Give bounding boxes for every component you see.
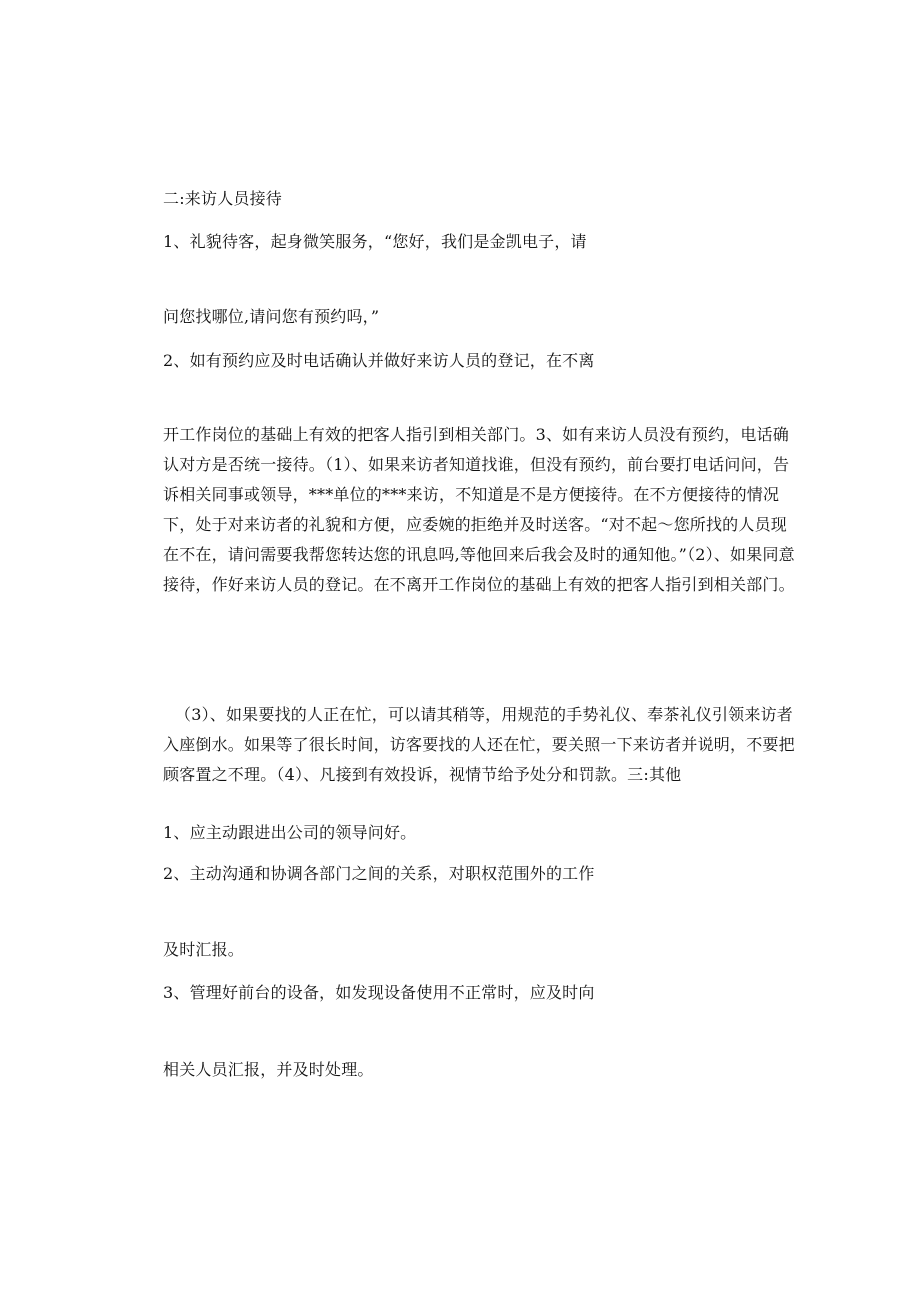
- main-paragraph: [163, 420, 795, 600]
- item-1-line-1: 1、礼貌待客，起身微笑服务，“您好，我们是金凯电子，请: [163, 232, 587, 251]
- item-2-line-1: 2、如有预约应及时电话确认并做好来访人员的登记，在不离: [163, 351, 595, 370]
- paragraph-item-3: [163, 700, 795, 790]
- main-paragraph-text: 开工作岗位的基础上有效的把客人指引到相关部门。3、如有来访人员没有预约，电话确认对方是否统一接待。（1）、如果来访者知道找谁，但没有预约，前台要打电话问问，告诉相关同事或领导，***单位的***来访，不知道是不是方便接待。在不方便接待的情况下，处于对来访者的礼貌和方便，应委婉的拒绝并及时送客。“对不起～您所找的人员现在不在，请问需要我帮您转达您的讯息吗,等他回来后我会及时的通知他。”（2）、如果同意接待，作好来访人员的登记。在不离开工作岗位的基础上有效的把客人指引到相关部门。: [163, 425, 795, 594]
- item-1-line-2: 问您找哪位,请问您有预约吗，”: [163, 307, 380, 326]
- other-item-2-line-2: 及时汇报。: [163, 940, 245, 959]
- other-item-2-line-1: 2、主动沟通和协调各部门之间的关系，对职权范围外的工作: [163, 864, 595, 883]
- paragraph-item-3-text: （3）、如果要找的人正在忙，可以请其稍等，用规范的手势礼仪、奉茶礼仪引领来访者入座倒水。如果等了很长时间，访客要找的人还在忙，要关照一下来访者并说明，不要把顾客置之不理。（4）、凡接到有效投诉，视情节给予处分和罚款。三:其他: [163, 705, 795, 784]
- other-item-3-line-1: 3、管理好前台的设备，如发现设备使用不正常时，应及时向: [163, 983, 595, 1002]
- other-item-1: 1、应主动跟进出公司的领导问好。: [163, 823, 417, 842]
- other-item-3-line-2: 相关人员汇报，并及时处理。: [163, 1060, 374, 1079]
- section-heading-visitor-reception: 二:来访人员接待: [163, 189, 282, 208]
